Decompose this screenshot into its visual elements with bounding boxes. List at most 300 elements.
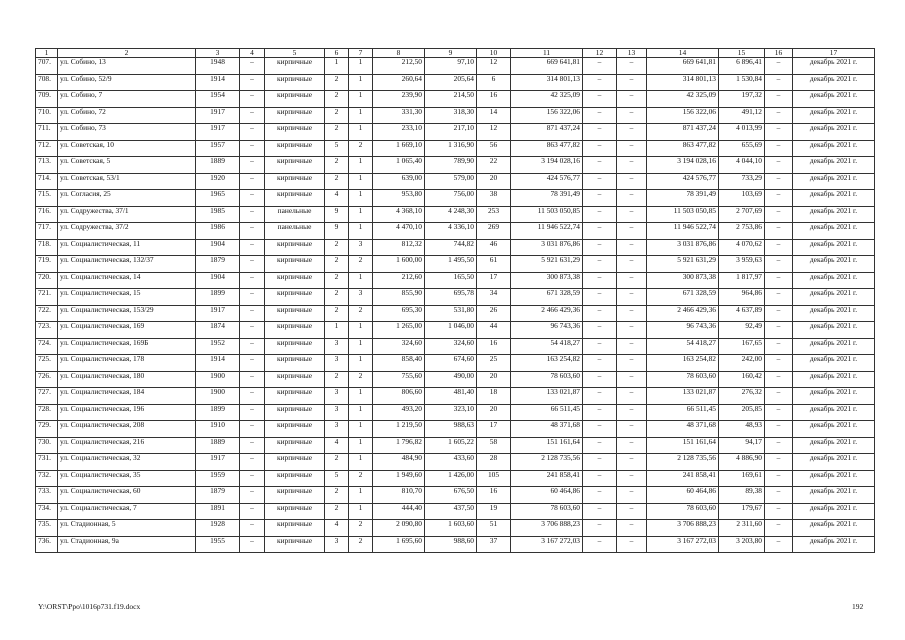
cell-year-built: 1879 [196, 487, 240, 504]
cell-cost-col-14: 424 576,77 [647, 173, 719, 190]
cell-entrances-count: 2 [349, 520, 373, 537]
cell-row-number: 710. [36, 107, 58, 124]
cell-address: ул. Социалистическая, 35 [58, 470, 196, 487]
cell-entrances-count: 2 [349, 256, 373, 273]
cell-cost-col-14: 3 706 888,23 [647, 520, 719, 537]
cell-specific-cost: 491,12 [719, 107, 765, 124]
cell-residents-count: 37 [477, 536, 511, 553]
cell-cost-col-13: – [617, 58, 647, 75]
cell-row-number: 735. [36, 520, 58, 537]
cell-cost-col-14: 3 031 876,86 [647, 239, 719, 256]
cell-entrances-count: 2 [349, 140, 373, 157]
cell-cost-col-16: – [765, 173, 793, 190]
cell-floors-count: 3 [325, 421, 349, 438]
cell-entrances-count: 1 [349, 58, 373, 75]
cell-planned-date: декабрь 2021 г. [793, 388, 875, 405]
column-header: 2 [58, 49, 196, 58]
cell-year-reconstructed: – [240, 338, 265, 355]
cell-specific-cost: 655,69 [719, 140, 765, 157]
cell-cost-col-16: – [765, 91, 793, 108]
cell-row-number: 731. [36, 454, 58, 471]
cell-cost-col-16: – [765, 470, 793, 487]
cell-total-cost: 314 801,13 [511, 74, 583, 91]
cell-cost-col-14: 66 511,45 [647, 404, 719, 421]
cell-cost-col-13: – [617, 520, 647, 537]
cell-cost-col-12: – [583, 388, 617, 405]
cell-total-area: 260,64 [373, 74, 425, 91]
cell-total-area: 858,40 [373, 355, 425, 372]
cell-total-cost: 671 328,59 [511, 289, 583, 306]
cell-planned-date: декабрь 2021 г. [793, 503, 875, 520]
cell-year-built: 1914 [196, 74, 240, 91]
cell-cost-col-12: – [583, 272, 617, 289]
cell-total-area: 493,20 [373, 404, 425, 421]
cell-row-number: 721. [36, 289, 58, 306]
cell-cost-col-14: 314 801,13 [647, 74, 719, 91]
cell-residents-count: 28 [477, 454, 511, 471]
cell-residents-count: 17 [477, 272, 511, 289]
cell-address: ул. Содружества, 37/2 [58, 223, 196, 240]
column-header: 10 [477, 49, 511, 58]
cell-total-area: 212,60 [373, 272, 425, 289]
cell-living-area: 214,50 [425, 91, 477, 108]
cell-residents-count: 253 [477, 206, 511, 223]
cell-row-number: 732. [36, 470, 58, 487]
cell-address: ул. Стадионная, 5 [58, 520, 196, 537]
cell-cost-col-12: – [583, 239, 617, 256]
cell-specific-cost: 103,69 [719, 190, 765, 207]
data-table-container [35, 48, 875, 553]
cell-cost-col-12: – [583, 140, 617, 157]
table-row [36, 305, 875, 322]
cell-specific-cost: 964,86 [719, 289, 765, 306]
cell-total-cost: 133 021,87 [511, 388, 583, 405]
cell-cost-col-13: – [617, 421, 647, 438]
cell-wall-material: кирпичные [265, 305, 325, 322]
column-header: 17 [793, 49, 875, 58]
cell-cost-col-12: – [583, 437, 617, 454]
cell-total-cost: 66 511,45 [511, 404, 583, 421]
column-header: 16 [765, 49, 793, 58]
cell-wall-material: кирпичные [265, 404, 325, 421]
cell-floors-count: 2 [325, 503, 349, 520]
cell-residents-count: 20 [477, 404, 511, 421]
cell-address: ул. Собино, 13 [58, 58, 196, 75]
cell-cost-col-16: – [765, 58, 793, 75]
table-row [36, 239, 875, 256]
cell-year-built: 1986 [196, 223, 240, 240]
cell-living-area: 756,00 [425, 190, 477, 207]
cell-cost-col-14: 671 328,59 [647, 289, 719, 306]
table-row [36, 223, 875, 240]
cell-floors-count: 2 [325, 157, 349, 174]
cell-total-area: 1 695,60 [373, 536, 425, 553]
column-header: 12 [583, 49, 617, 58]
cell-wall-material: кирпичные [265, 487, 325, 504]
cell-cost-col-13: – [617, 355, 647, 372]
cell-living-area: 789,90 [425, 157, 477, 174]
table-row [36, 140, 875, 157]
cell-entrances-count: 1 [349, 355, 373, 372]
cell-year-built: 1889 [196, 157, 240, 174]
cell-cost-col-14: 241 858,41 [647, 470, 719, 487]
table-row [36, 272, 875, 289]
table-row [36, 157, 875, 174]
cell-cost-col-14: 11 503 050,85 [647, 206, 719, 223]
cell-floors-count: 2 [325, 107, 349, 124]
cell-floors-count: 2 [325, 487, 349, 504]
cell-address: ул. Советская, 53/1 [58, 173, 196, 190]
cell-year-built: 1965 [196, 190, 240, 207]
cell-cost-col-12: – [583, 124, 617, 141]
cell-floors-count: 2 [325, 454, 349, 471]
cell-cost-col-14: 3 194 028,16 [647, 157, 719, 174]
cell-address: ул. Собино, 72 [58, 107, 196, 124]
cell-residents-count: 17 [477, 421, 511, 438]
cell-total-cost: 2 128 735,56 [511, 454, 583, 471]
cell-wall-material: кирпичные [265, 289, 325, 306]
cell-year-built: 1955 [196, 536, 240, 553]
cell-total-cost: 5 921 631,29 [511, 256, 583, 273]
cell-year-reconstructed: – [240, 355, 265, 372]
cell-cost-col-12: – [583, 421, 617, 438]
table-row [36, 107, 875, 124]
cell-living-area: 676,50 [425, 487, 477, 504]
table-header-row [36, 49, 875, 58]
cell-year-reconstructed: – [240, 487, 265, 504]
cell-cost-col-16: – [765, 388, 793, 405]
cell-wall-material: кирпичные [265, 338, 325, 355]
cell-cost-col-16: – [765, 404, 793, 421]
cell-residents-count: 6 [477, 74, 511, 91]
cell-specific-cost: 2 753,86 [719, 223, 765, 240]
column-header: 4 [240, 49, 265, 58]
cell-wall-material: кирпичные [265, 74, 325, 91]
cell-total-cost: 424 576,77 [511, 173, 583, 190]
cell-planned-date: декабрь 2021 г. [793, 437, 875, 454]
cell-floors-count: 2 [325, 305, 349, 322]
cell-living-area: 988,60 [425, 536, 477, 553]
cell-address: ул. Советская, 5 [58, 157, 196, 174]
cell-specific-cost: 1 530,84 [719, 74, 765, 91]
cell-cost-col-13: – [617, 107, 647, 124]
cell-year-built: 1889 [196, 437, 240, 454]
cell-cost-col-16: – [765, 338, 793, 355]
cell-row-number: 717. [36, 223, 58, 240]
cell-cost-col-13: – [617, 503, 647, 520]
cell-entrances-count: 2 [349, 305, 373, 322]
cell-address: ул. Социалистическая, 7 [58, 503, 196, 520]
cell-row-number: 720. [36, 272, 58, 289]
table-body [36, 58, 875, 553]
cell-cost-col-14: 300 873,38 [647, 272, 719, 289]
cell-total-area: 331,30 [373, 107, 425, 124]
cell-row-number: 726. [36, 371, 58, 388]
cell-entrances-count: 2 [349, 371, 373, 388]
cell-specific-cost: 4 013,99 [719, 124, 765, 141]
cell-living-area: 988,63 [425, 421, 477, 438]
cell-cost-col-12: – [583, 58, 617, 75]
cell-residents-count: 34 [477, 289, 511, 306]
cell-year-built: 1917 [196, 305, 240, 322]
table-row [36, 470, 875, 487]
cell-cost-col-12: – [583, 487, 617, 504]
cell-entrances-count: 1 [349, 272, 373, 289]
cell-total-cost: 156 322,06 [511, 107, 583, 124]
table-row [36, 404, 875, 421]
cell-cost-col-13: – [617, 388, 647, 405]
cell-specific-cost: 2 707,69 [719, 206, 765, 223]
cell-planned-date: декабрь 2021 г. [793, 223, 875, 240]
cell-address: ул. Социалистическая, 132/37 [58, 256, 196, 273]
cell-living-area: 1 426,00 [425, 470, 477, 487]
cell-floors-count: 9 [325, 223, 349, 240]
cell-planned-date: декабрь 2021 г. [793, 371, 875, 388]
cell-total-cost: 163 254,82 [511, 355, 583, 372]
cell-living-area: 433,60 [425, 454, 477, 471]
cell-floors-count: 3 [325, 355, 349, 372]
cell-cost-col-16: – [765, 454, 793, 471]
cell-living-area: 97,10 [425, 58, 477, 75]
cell-floors-count: 2 [325, 239, 349, 256]
cell-wall-material: кирпичные [265, 536, 325, 553]
cell-cost-col-16: – [765, 421, 793, 438]
cell-floors-count: 3 [325, 404, 349, 421]
cell-living-area: 437,50 [425, 503, 477, 520]
cell-total-cost: 54 418,27 [511, 338, 583, 355]
cell-cost-col-12: – [583, 289, 617, 306]
cell-residents-count: 61 [477, 256, 511, 273]
cell-entrances-count: 1 [349, 388, 373, 405]
cell-year-built: 1900 [196, 388, 240, 405]
cell-cost-col-14: 863 477,82 [647, 140, 719, 157]
cell-specific-cost: 1 817,97 [719, 272, 765, 289]
cell-total-area: 1 600,00 [373, 256, 425, 273]
cell-cost-col-12: – [583, 322, 617, 339]
cell-address: ул. Социалистическая, 184 [58, 388, 196, 405]
cell-entrances-count: 1 [349, 206, 373, 223]
cell-specific-cost: 4 070,62 [719, 239, 765, 256]
cell-year-built: 1959 [196, 470, 240, 487]
cell-address: ул. Социалистическая, 60 [58, 487, 196, 504]
cell-address: ул. Социалистическая, 11 [58, 239, 196, 256]
cell-residents-count: 16 [477, 487, 511, 504]
cell-wall-material: кирпичные [265, 388, 325, 405]
cell-cost-col-13: – [617, 173, 647, 190]
cell-cost-col-13: – [617, 157, 647, 174]
cell-cost-col-12: – [583, 173, 617, 190]
cell-cost-col-14: 48 371,68 [647, 421, 719, 438]
cell-entrances-count: 1 [349, 421, 373, 438]
cell-cost-col-14: 133 021,87 [647, 388, 719, 405]
cell-planned-date: декабрь 2021 г. [793, 536, 875, 553]
cell-cost-col-13: – [617, 470, 647, 487]
cell-row-number: 719. [36, 256, 58, 273]
cell-living-area: 744,82 [425, 239, 477, 256]
cell-year-built: 1985 [196, 206, 240, 223]
cell-cost-col-16: – [765, 355, 793, 372]
cell-cost-col-14: 60 464,86 [647, 487, 719, 504]
cell-row-number: 724. [36, 338, 58, 355]
cell-residents-count: 16 [477, 91, 511, 108]
cell-year-reconstructed: – [240, 421, 265, 438]
table-row [36, 190, 875, 207]
cell-cost-col-13: – [617, 124, 647, 141]
cell-address: ул. Социалистическая, 208 [58, 421, 196, 438]
table-row [36, 322, 875, 339]
cell-living-area: 323,10 [425, 404, 477, 421]
cell-cost-col-12: – [583, 223, 617, 240]
cell-year-reconstructed: – [240, 173, 265, 190]
cell-wall-material: кирпичные [265, 371, 325, 388]
cell-total-area: 4 470,10 [373, 223, 425, 240]
cell-planned-date: декабрь 2021 г. [793, 421, 875, 438]
cell-address: ул. Социалистическая, 169 [58, 322, 196, 339]
cell-row-number: 723. [36, 322, 58, 339]
cell-cost-col-13: – [617, 437, 647, 454]
cell-address: ул. Советская, 10 [58, 140, 196, 157]
cell-row-number: 734. [36, 503, 58, 520]
cell-specific-cost: 4 637,89 [719, 305, 765, 322]
cell-year-built: 1899 [196, 404, 240, 421]
cell-cost-col-13: – [617, 256, 647, 273]
cell-total-area: 444,40 [373, 503, 425, 520]
cell-year-built: 1917 [196, 454, 240, 471]
cell-total-cost: 42 325,09 [511, 91, 583, 108]
cell-specific-cost: 89,38 [719, 487, 765, 504]
page-number: 192 [852, 602, 864, 611]
cell-cost-col-12: – [583, 206, 617, 223]
cell-year-built: 1904 [196, 272, 240, 289]
cell-residents-count: 26 [477, 305, 511, 322]
cell-wall-material: кирпичные [265, 124, 325, 141]
buildings-table [35, 48, 875, 553]
cell-year-reconstructed: – [240, 503, 265, 520]
cell-year-reconstructed: – [240, 157, 265, 174]
cell-living-area: 4 248,30 [425, 206, 477, 223]
cell-cost-col-14: 2 466 429,36 [647, 305, 719, 322]
cell-cost-col-16: – [765, 322, 793, 339]
cell-floors-count: 2 [325, 173, 349, 190]
cell-planned-date: декабрь 2021 г. [793, 338, 875, 355]
cell-total-area: 855,90 [373, 289, 425, 306]
cell-cost-col-16: – [765, 223, 793, 240]
cell-year-reconstructed: – [240, 91, 265, 108]
table-row [36, 371, 875, 388]
cell-cost-col-13: – [617, 74, 647, 91]
cell-total-area: 233,10 [373, 124, 425, 141]
cell-floors-count: 5 [325, 140, 349, 157]
cell-row-number: 716. [36, 206, 58, 223]
cell-entrances-count: 1 [349, 107, 373, 124]
cell-specific-cost: 92,49 [719, 322, 765, 339]
cell-total-cost: 78 603,60 [511, 503, 583, 520]
cell-wall-material: кирпичные [265, 503, 325, 520]
cell-entrances-count: 1 [349, 487, 373, 504]
cell-cost-col-16: – [765, 107, 793, 124]
cell-total-area: 1 265,00 [373, 322, 425, 339]
cell-floors-count: 3 [325, 536, 349, 553]
cell-cost-col-14: 42 325,09 [647, 91, 719, 108]
cell-planned-date: декабрь 2021 г. [793, 206, 875, 223]
cell-residents-count: 16 [477, 338, 511, 355]
cell-cost-col-14: 3 167 272,03 [647, 536, 719, 553]
cell-entrances-count: 2 [349, 470, 373, 487]
cell-specific-cost: 276,32 [719, 388, 765, 405]
cell-total-area: 810,70 [373, 487, 425, 504]
cell-cost-col-12: – [583, 157, 617, 174]
table-row [36, 173, 875, 190]
cell-cost-col-16: – [765, 536, 793, 553]
cell-cost-col-16: – [765, 272, 793, 289]
cell-living-area: 318,30 [425, 107, 477, 124]
cell-total-cost: 669 641,81 [511, 58, 583, 75]
table-row [36, 503, 875, 520]
table-row [36, 536, 875, 553]
cell-specific-cost: 48,93 [719, 421, 765, 438]
cell-year-reconstructed: – [240, 74, 265, 91]
cell-year-built: 1957 [196, 140, 240, 157]
cell-year-built: 1914 [196, 355, 240, 372]
cell-cost-col-14: 11 946 522,74 [647, 223, 719, 240]
cell-year-built: 1952 [196, 338, 240, 355]
cell-total-cost: 3 031 876,86 [511, 239, 583, 256]
cell-specific-cost: 242,00 [719, 355, 765, 372]
cell-year-built: 1900 [196, 371, 240, 388]
cell-entrances-count: 1 [349, 404, 373, 421]
table-row [36, 487, 875, 504]
cell-residents-count: 58 [477, 437, 511, 454]
cell-entrances-count: 1 [349, 322, 373, 339]
cell-cost-col-13: – [617, 206, 647, 223]
footer-file-path: Y:\ORST\Ppo\1016p731.f19.docx [38, 602, 141, 611]
cell-entrances-count: 1 [349, 124, 373, 141]
cell-entrances-count: 1 [349, 454, 373, 471]
cell-cost-col-12: – [583, 536, 617, 553]
cell-specific-cost: 94,17 [719, 437, 765, 454]
cell-row-number: 722. [36, 305, 58, 322]
cell-row-number: 715. [36, 190, 58, 207]
cell-address: ул. Социалистическая, 169Б [58, 338, 196, 355]
cell-cost-col-12: – [583, 520, 617, 537]
cell-planned-date: декабрь 2021 г. [793, 520, 875, 537]
cell-cost-col-14: 2 128 735,56 [647, 454, 719, 471]
cell-entrances-count: 1 [349, 503, 373, 520]
cell-planned-date: декабрь 2021 г. [793, 355, 875, 372]
table-row [36, 421, 875, 438]
cell-residents-count: 12 [477, 58, 511, 75]
cell-year-reconstructed: – [240, 322, 265, 339]
cell-row-number: 730. [36, 437, 58, 454]
cell-cost-col-13: – [617, 190, 647, 207]
cell-year-reconstructed: – [240, 404, 265, 421]
cell-floors-count: 4 [325, 520, 349, 537]
cell-cost-col-12: – [583, 107, 617, 124]
cell-living-area: 1 605,22 [425, 437, 477, 454]
cell-cost-col-16: – [765, 289, 793, 306]
cell-cost-col-12: – [583, 470, 617, 487]
cell-entrances-count: 1 [349, 74, 373, 91]
cell-cost-col-12: – [583, 256, 617, 273]
table-row [36, 124, 875, 141]
cell-wall-material: кирпичные [265, 520, 325, 537]
cell-year-reconstructed: – [240, 272, 265, 289]
cell-wall-material: кирпичные [265, 91, 325, 108]
cell-floors-count: 4 [325, 437, 349, 454]
cell-planned-date: декабрь 2021 г. [793, 289, 875, 306]
column-header: 14 [647, 49, 719, 58]
cell-cost-col-13: – [617, 289, 647, 306]
